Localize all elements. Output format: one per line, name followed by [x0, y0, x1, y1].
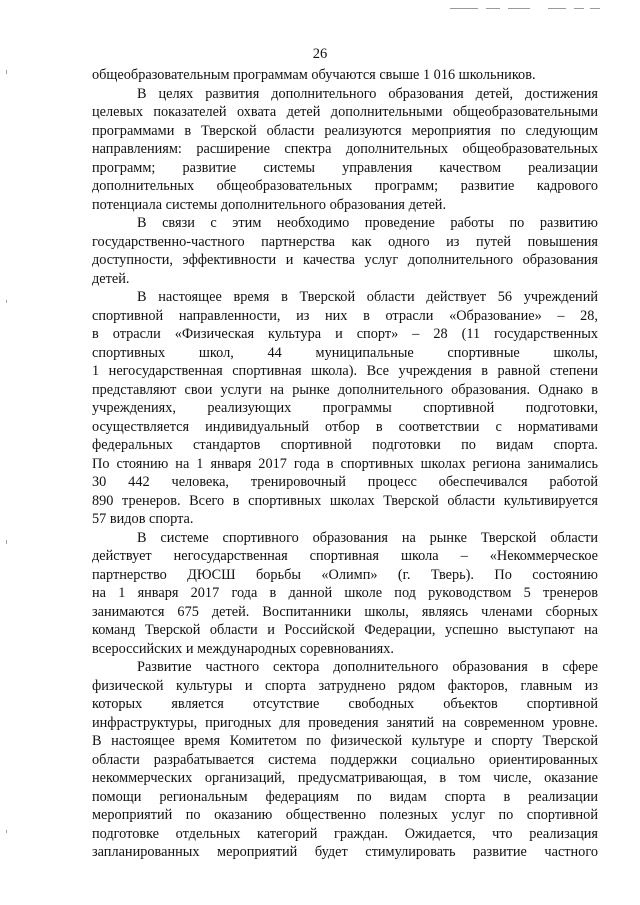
text-line: которых является отсутствие свободных объектов спортивной	[92, 696, 598, 712]
text-line: подготовке отдельных категорий граждан. Ожидается, что реализация	[92, 825, 598, 842]
text-line: По стоянию на 1 января 2017 года в спортивных школах региона занимались	[92, 455, 598, 472]
text-line: спортивной направленности, из них в отрасли «Образование» – 28,	[92, 307, 598, 324]
text-line: федеральных стандартов спортивной подготовки по видам спорта.	[92, 437, 598, 453]
paragraph	[92, 214, 598, 288]
text-line: В связи с этим необходимо проведение работы по развитию	[137, 215, 598, 231]
text-line: целевых показателей охвата детей дополнительными общеобразовательными	[92, 104, 598, 120]
text-line: направлениям: расширение спектра дополнительных общеобразовательных	[92, 141, 598, 157]
text-line: спортивных школ, 44 муниципальные спортивные школы,	[92, 344, 598, 361]
text-line: государственно-частного партнерства как одного из путей повышения	[92, 233, 598, 250]
text-line: мероприятий по оказанию общественно полезных услуг по спортивной	[92, 807, 598, 823]
text-line: некоммерческих организаций, предусматривающая, в том числе, оказание	[92, 770, 598, 786]
text-line: 1 негосударственная спортивная школа). Все учреждения в равной степени	[92, 363, 598, 379]
text-line: физической культуры и спорта затруднено рядом факторов, главным из	[92, 677, 598, 694]
text-line: В настоящее время Комитетом по физической культуре и спорту Тверской	[92, 733, 598, 749]
paragraph	[92, 85, 598, 215]
document-body	[92, 66, 598, 862]
text-line: представляют свои услуги на рынке дополнительного образования. Однако в	[92, 381, 598, 398]
text-line: области разрабатывается система поддержки социально ориентированных	[92, 751, 598, 768]
paragraph	[92, 66, 598, 85]
text-line: 890 тренеров. Всего в спортивных школах Тверской области культивируется	[92, 492, 598, 509]
text-line: программ; развитие системы управления качеством реализации	[92, 159, 598, 176]
text-line: запланированных мероприятий будет стимулировать развитие частного	[92, 844, 598, 860]
scan-edge-marks	[6, 70, 8, 850]
text-line: доступности, эффективности и качества услуг дополнительного образования	[92, 252, 598, 268]
text-line: инфраструктуры, пригодных для проведения занятий на современном уровне.	[92, 714, 598, 731]
text-line: потенциала системы дополнительного образования детей.	[92, 196, 447, 213]
text-line: В целях развития дополнительного образования детей, достижения	[137, 85, 598, 102]
text-line: команд Тверской области и Российской Федерации, успешно выступают на	[92, 622, 598, 638]
scan-artifact-marks	[450, 6, 600, 12]
paragraph	[92, 658, 598, 862]
text-line: детей.	[92, 270, 130, 287]
page-number: 26	[312, 46, 328, 62]
text-line: В системе спортивного образования на рынке Тверской области	[137, 529, 598, 546]
text-line: Развитие частного сектора дополнительного образования в сфере	[137, 659, 598, 675]
text-line: В настоящее время в Тверской области действует 56 учреждений	[137, 289, 598, 305]
text-line: помощи региональным федерациям по видам спорта в реализации	[92, 788, 598, 805]
text-line: в отрасли «Физическая культура и спорт» – 28 (11 государственных	[92, 326, 598, 342]
text-line: учреждениях, реализующих программы спортивной подготовки,	[92, 400, 598, 416]
text-line: осуществляется индивидуальный отбор в соответствии с нормативами	[92, 418, 598, 435]
paragraph	[92, 288, 598, 529]
text-line: 30 442 человека, тренировочный процесс обеспечивался работой	[92, 474, 598, 490]
text-line: общеобразовательным программам обучаются свыше 1 016 школьников.	[92, 67, 536, 83]
text-line: всероссийских и международных соревнованиях.	[92, 640, 394, 657]
text-line: действует негосударственная спортивная школа – «Некоммерческое	[92, 548, 598, 564]
text-line: 57 видов спорта.	[92, 511, 194, 527]
text-line: дополнительных общеобразовательных программ; развитие кадрового	[92, 178, 598, 194]
text-line: партнерство ДЮСШ борьбы «Олимп» (г. Тверь). По состоянию	[92, 566, 598, 583]
text-line: занимаются 675 детей. Воспитанники школы, являясь членами сборных	[92, 603, 598, 620]
text-line: программами в Тверской области реализуются мероприятия по следующим	[92, 122, 598, 139]
paragraph	[92, 529, 598, 659]
text-line: на 1 января 2017 года в данной школе под руководством 5 тренеров	[92, 585, 598, 601]
